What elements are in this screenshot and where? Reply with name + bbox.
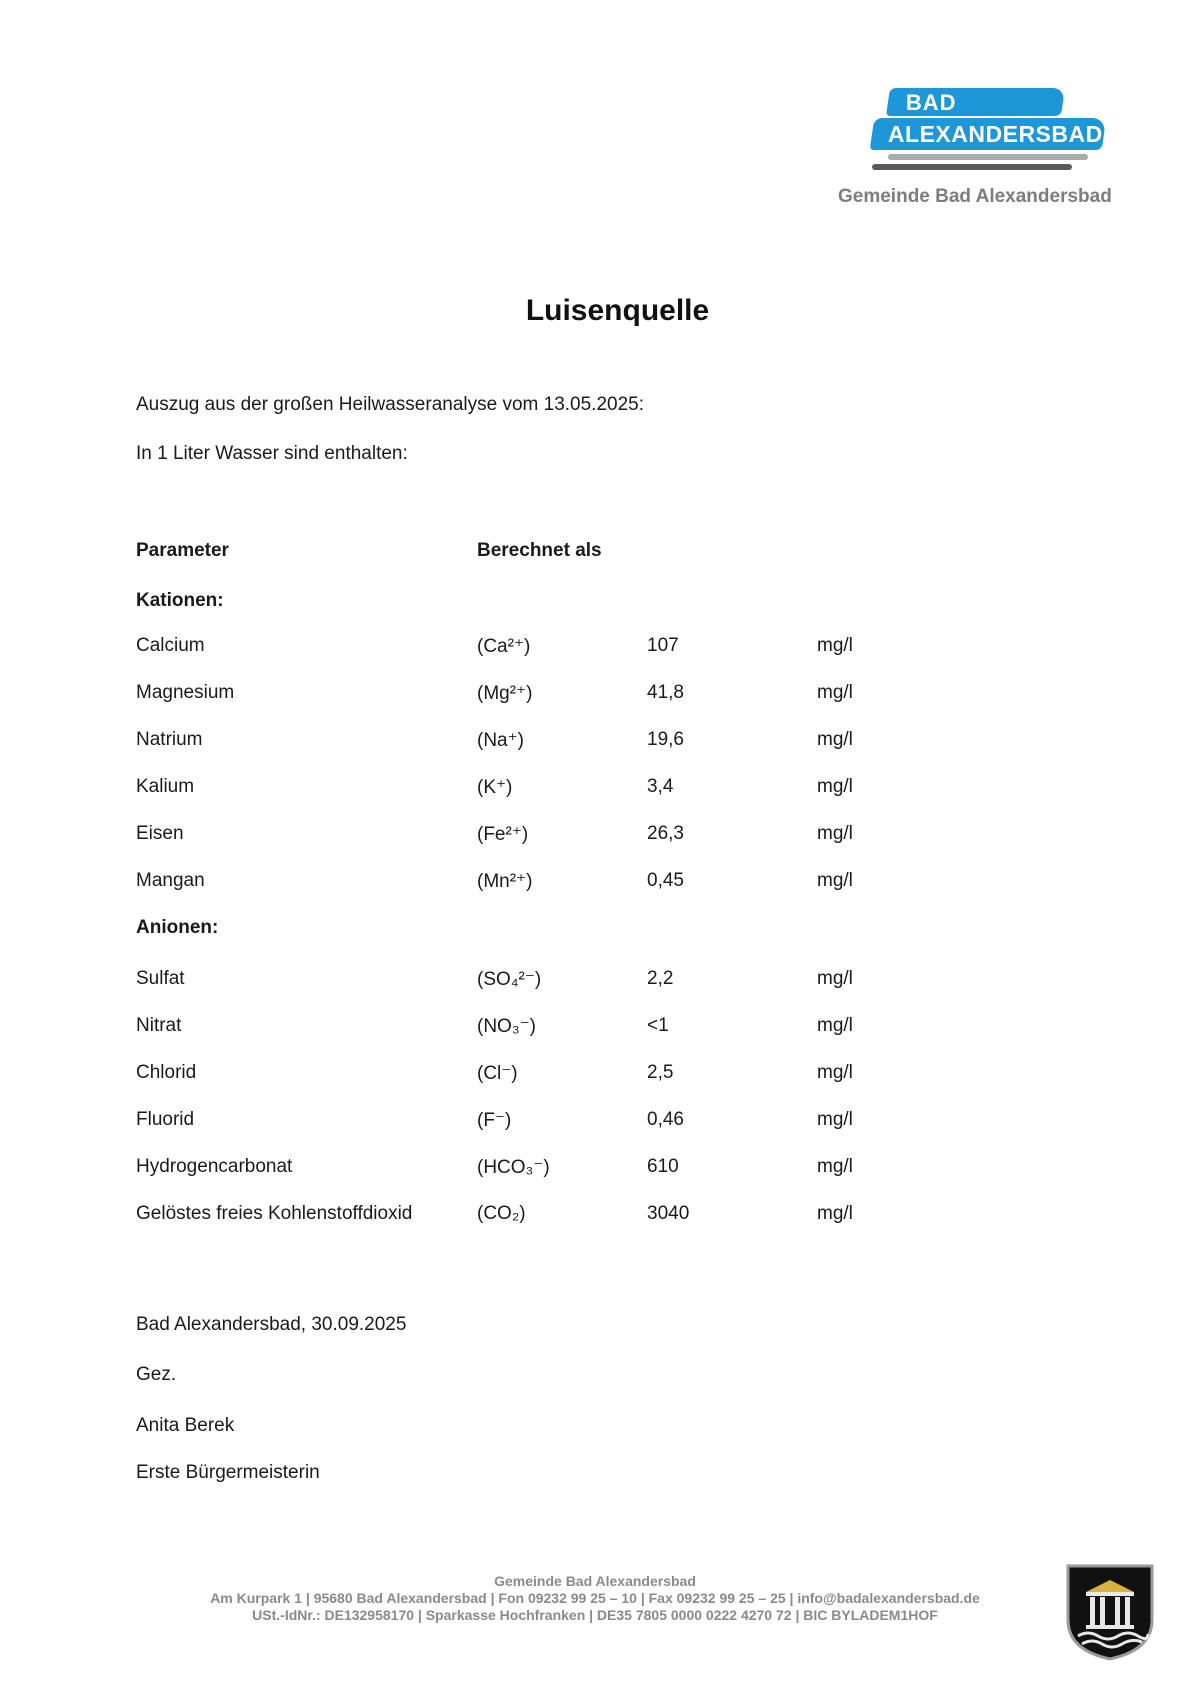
param-name: Gelöstes freies Kohlenstoffdioxid bbox=[136, 1203, 413, 1224]
page-title: Luisenquelle bbox=[525, 294, 710, 327]
logo-line1-banner bbox=[886, 88, 1065, 116]
logo-line1-text: BAD bbox=[905, 90, 957, 115]
param-unit: mg/l bbox=[817, 635, 853, 656]
param-formula: (NO₃⁻) bbox=[477, 1016, 536, 1037]
signer-name: Anita Berek bbox=[136, 1415, 235, 1436]
logo-dark-bar bbox=[872, 164, 1072, 170]
place-date: Bad Alexandersbad, 30.09.2025 bbox=[136, 1314, 407, 1335]
param-name: Nitrat bbox=[136, 1015, 182, 1036]
param-formula: (F⁻) bbox=[477, 1110, 512, 1131]
param-value: 3040 bbox=[647, 1203, 690, 1224]
param-formula: (SO₄²⁻) bbox=[477, 969, 542, 990]
municipality-logo bbox=[868, 82, 1118, 182]
footer-org-name: Gemeinde Bad Alexandersbad bbox=[494, 1573, 696, 1589]
param-unit: mg/l bbox=[817, 1062, 853, 1083]
param-name: Fluorid bbox=[136, 1109, 195, 1130]
param-name: Calcium bbox=[136, 635, 205, 656]
param-formula: (Ca²⁺) bbox=[477, 636, 531, 657]
param-formula: (K⁺) bbox=[477, 777, 513, 798]
param-name: Magnesium bbox=[136, 682, 235, 703]
signer-role: Erste Bürgermeisterin bbox=[136, 1462, 320, 1483]
param-value: 0,45 bbox=[647, 870, 684, 891]
param-formula: (Cl⁻) bbox=[477, 1063, 518, 1084]
header-parameter: Parameter bbox=[136, 540, 229, 561]
logo-grey-bar bbox=[888, 154, 1088, 160]
gez-label: Gez. bbox=[136, 1364, 177, 1385]
logo-line2-banner bbox=[870, 118, 1106, 150]
param-unit: mg/l bbox=[817, 1203, 853, 1224]
section-anionen: Anionen: bbox=[136, 917, 219, 938]
param-value: 107 bbox=[647, 635, 679, 656]
logo-caption: Gemeinde Bad Alexandersbad bbox=[838, 186, 1112, 207]
param-name: Sulfat bbox=[136, 968, 185, 989]
param-formula: (Mn²⁺) bbox=[477, 871, 533, 892]
param-name: Chlorid bbox=[136, 1062, 197, 1083]
param-formula: (Fe²⁺) bbox=[477, 824, 529, 845]
footer-bank: USt.-IdNr.: DE132958170 | Sparkasse Hochfranken | DE35 7805 0000 0222 4270 72 | BIC BYLADEM1HOF bbox=[252, 1607, 938, 1623]
param-unit: mg/l bbox=[817, 1015, 853, 1036]
param-value: 2,2 bbox=[647, 968, 674, 989]
intro-line1: Auszug aus der großen Heilwasseranalyse vom 13.05.2025: bbox=[136, 394, 645, 415]
param-name: Mangan bbox=[136, 870, 205, 891]
param-value: 26,3 bbox=[647, 823, 684, 844]
param-formula: (CO₂) bbox=[477, 1203, 526, 1224]
intro-line2: In 1 Liter Wasser sind enthalten: bbox=[136, 443, 408, 464]
param-name: Natrium bbox=[136, 729, 203, 750]
footer-address: Am Kurpark 1 | 95680 Bad Alexandersbad | Fon 09232 99 25 – 10 | Fax 09232 99 25 – 25 | info@badalexandersbad.de bbox=[210, 1590, 980, 1606]
param-value: <1 bbox=[647, 1015, 669, 1036]
param-formula: (HCO₃⁻) bbox=[477, 1157, 550, 1178]
param-value: 41,8 bbox=[647, 682, 684, 703]
param-unit: mg/l bbox=[817, 1109, 853, 1130]
param-value: 3,4 bbox=[647, 776, 674, 797]
header-calculated-as: Berechnet als bbox=[477, 540, 602, 561]
param-value: 610 bbox=[647, 1156, 679, 1177]
param-unit: mg/l bbox=[817, 870, 853, 891]
param-name: Eisen bbox=[136, 823, 184, 844]
param-name: Kalium bbox=[136, 776, 195, 797]
param-unit: mg/l bbox=[817, 968, 853, 989]
logo-line2-text: ALEXANDERSBAD bbox=[887, 121, 1103, 147]
param-unit: mg/l bbox=[817, 776, 853, 797]
param-unit: mg/l bbox=[817, 1156, 853, 1177]
param-value: 0,46 bbox=[647, 1109, 684, 1130]
param-unit: mg/l bbox=[817, 729, 853, 750]
param-unit: mg/l bbox=[817, 682, 853, 703]
param-formula: (Mg²⁺) bbox=[477, 683, 533, 704]
param-value: 19,6 bbox=[647, 729, 684, 750]
param-formula: (Na⁺) bbox=[477, 730, 524, 751]
section-kationen: Kationen: bbox=[136, 590, 224, 611]
param-value: 2,5 bbox=[647, 1062, 674, 1083]
param-unit: mg/l bbox=[817, 823, 853, 844]
coat-of-arms-icon bbox=[1064, 1562, 1156, 1662]
param-name: Hydrogencarbonat bbox=[136, 1156, 293, 1177]
